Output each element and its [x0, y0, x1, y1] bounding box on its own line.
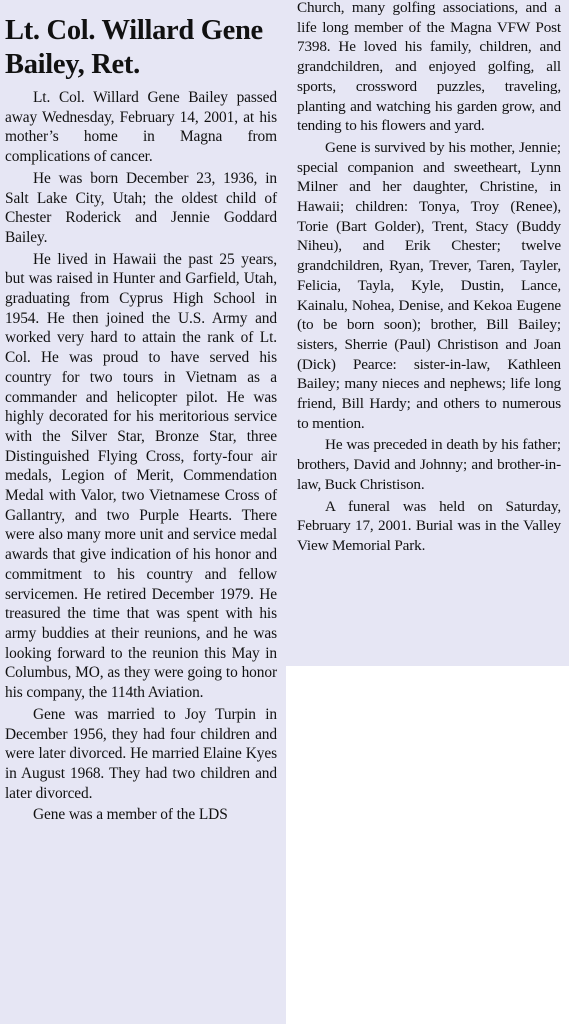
obituary-headline: Lt. Col. Willard Gene Bailey, Ret. — [5, 15, 263, 80]
paragraph-birth: He was born December 23, 1936, in Salt Lake City, Utah; the oldest child of Chester Roderick and Jennie Goddard Bailey. — [5, 169, 277, 246]
paragraph-preceded-in-death: He was preceded in death by his father; brothers, David and Johnny; and brother-in-law, Buck Christison. — [297, 436, 561, 493]
paragraph-survivors: Gene is survived by his mother, Jennie; special companion and sweetheart, Lynn Milner and her daughter, Christine, in Hawaii; children: Tonya, Troy (Renee), Torie (Bart Golder), Trent, Stacy (Buddy Niheu), and Erik Chester; twelve grandchildren, Ryan, Trever, Taren, Tayler, Felicia, Tayla, Kyle, Dustin, Lance, Kainalu, Nohea, Denise, and Kekoa Eugene (to be born soon); brother, Bill Bailey; sisters, Sherrie (Paul) Christison and Joan (Dick) Pearce: sister-in-law, Kathleen Bailey; many nieces and nephews; life long friend, Bill Hardy; and others to numerous to mention. — [297, 138, 561, 432]
paragraph-church-start: Gene was a member of the LDS — [33, 806, 228, 824]
paragraph-military-career: He lived in Hawaii the past 25 years, but was raised in Hunter and Garfield, Utah, graduating from Cyprus High School in 1954. He then joined the U.S. Army and worked very hard to attain the rank of Lt. Col. He was proud to have served his country for two tours in Vietnam as a commander and helicopter pilot. He was highly decorated for his meritorious service with the Silver Star, Bronze Star, three Distinguished Flying Cross, forty-four air medals, Legion of Merit, Commendation Medal with Valor, two Vietnamese Cross of Gallantry, and two Purple Hearts. There were also many more unit and service medal awards that give indication of his honor and commitment to his country and fellow servicemen. He retired December 1979. He treasured the time that was spent with his army buddies at their reunions, and he was looking forward to the reunion this May in Columbus, MO, as they were going to honor his company, the 114th Aviation. — [5, 250, 277, 702]
column-left — [5, 0, 277, 827]
paragraph-death-notice: Lt. Col. Willard Gene Bailey passed away Wednesday, February 14, 2001, at his mother’s home in Magna from complications of cancer. — [5, 89, 277, 166]
paragraph-marriages: Gene was married to Joy Turpin in December 1956, they had four children and were later divorced. He married Elaine Kyes in August 1968. They had two children and later divorced. — [5, 705, 277, 802]
column-right — [297, 0, 561, 558]
paragraph-church-continued: Church, many golfing associations, and a life long member of the Magna VFW Post 7398. He loved his family, children, and grandchildren, and enjoyed golfing, all sports, crossword puzzles, traveling, planting and watching his garden grow, and tending to his flowers and yard. — [297, 0, 561, 135]
paragraph-funeral: A funeral was held on Saturday, February 17, 2001. Burial was in the Valley View Memorial Park. — [297, 497, 561, 554]
